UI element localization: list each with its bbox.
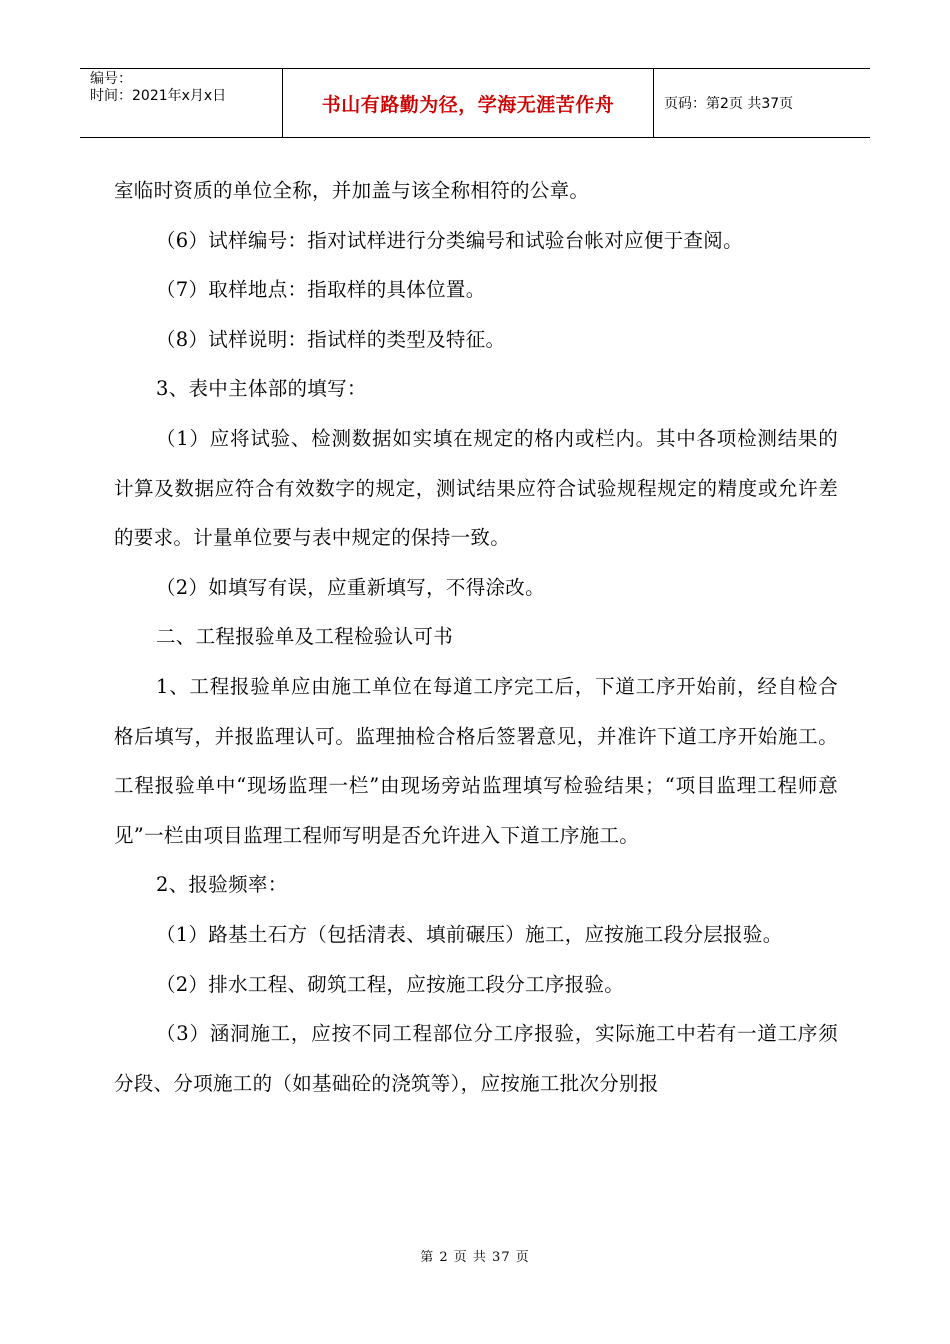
paragraph: 2、报验频率： bbox=[156, 873, 288, 897]
page-footer: 第 2 页 共 37 页 bbox=[420, 1250, 530, 1265]
header-page-info: 页码：第2页 共37页 bbox=[664, 96, 794, 112]
paragraph: （8）试样说明：指试样的类型及特征。 bbox=[156, 327, 506, 351]
paragraph: （7）取样地点：指取样的具体位置。 bbox=[156, 278, 486, 302]
header-meta bbox=[80, 69, 283, 137]
paragraph: （3）涵洞施工，应按不同工程部位分工序报验，实际施工中若有一道工序须分段、分项施工的（如基础砼的浇筑等），应按施工批次分别报 bbox=[114, 1022, 838, 1095]
paragraph: 二、工程报验单及工程检验认可书 bbox=[156, 625, 454, 649]
paragraph: 室临时资质的单位全称，并加盖与该全称相符的公章。 bbox=[114, 179, 590, 202]
paragraph: （1）路基土石方（包括清表、填前碾压）施工，应按施工段分层报验。 bbox=[156, 922, 783, 946]
paragraph: （2）排水工程、砌筑工程，应按施工段分工序报验。 bbox=[156, 972, 625, 996]
paragraph: 3、表中主体部的填写： bbox=[156, 377, 367, 401]
paragraph: （1）应将试验、检测数据如实填在规定的格内或栏内。其中各项检测结果的计算及数据应符合有效数字的规定，测试结果应符合试验规程规定的精度或允许差的要求。计量单位要与表中规定的保持一致。 bbox=[114, 426, 838, 550]
time-label: 时间：2021年x月x日 bbox=[90, 88, 227, 104]
document-body bbox=[114, 166, 838, 1108]
paragraph: （2）如填写有误，应重新填写，不得涂改。 bbox=[156, 575, 545, 599]
header-motto: 书山有路勤为径，学海无涯苦作舟 bbox=[283, 69, 654, 137]
number-label: 编号： bbox=[90, 71, 132, 87]
paragraph: 1、工程报验单应由施工单位在每道工序完工后，下道工序开始前，经自检合格后填写，并报监理认可。监理抽检合格后签署意见，并准许下道工序开始施工。工程报验单中“现场监理一栏”由现场旁站监理填写检验结果；“项目监理工程师意见”一栏由项目监理工程师写明是否允许进入下道工序施工。 bbox=[114, 674, 838, 847]
paragraph: （6）试样编号：指对试样进行分类编号和试验台帐对应便于查阅。 bbox=[156, 228, 743, 252]
page-header bbox=[80, 68, 870, 138]
